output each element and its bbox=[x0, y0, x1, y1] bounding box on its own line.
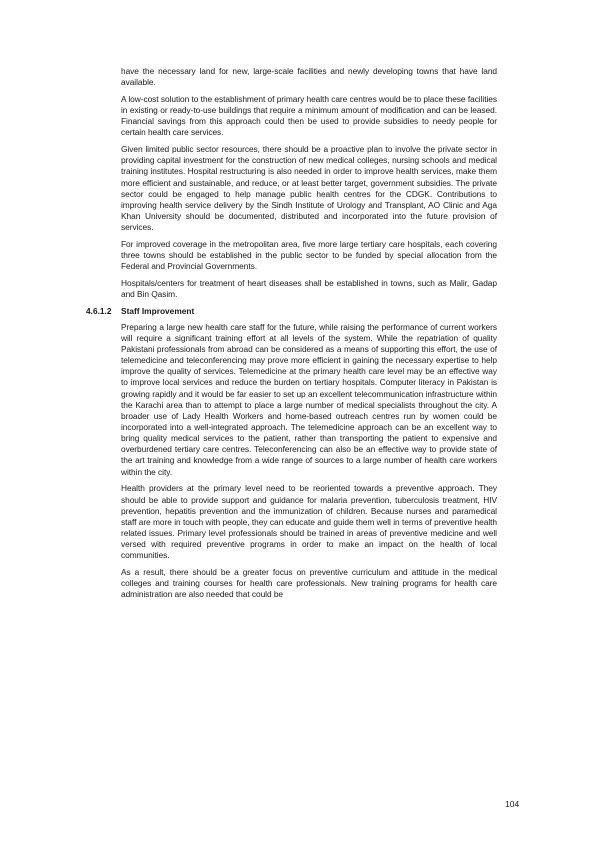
body-text bbox=[86, 66, 497, 606]
paragraph-preventive-approach: Health providers at the primary level need to be reoriented towards a preventive approach. They should be able to provide support and guidance for malaria prevention, tuberculosis treatment, HIV prevention, hepatitis prevention and the immunization of children. Because nurses and paramedical staff are more in touch with people, they can educate and guide them well in terms of preventive health related issues. Primary level professionals should be trained in areas of preventive medicine and well versed with required preventive programs in order to make an impact on the health of local communities. bbox=[121, 483, 497, 561]
page-number: 104 bbox=[505, 799, 520, 809]
paragraph-heart-disease-centres: Hospitals/centers for treatment of heart diseases shall be established in towns, such as Malir, Gadap and Bin Qasim. bbox=[121, 278, 497, 300]
paragraph-staff-training: Preparing a large new health care staff for the future, while raising the performance of current workers will require a significant training effort at all levels of the system. While the repatriation of quality Pakistani professionals from abroad can be considered as a means of supporting this effort, the use of telemedicine and teleconferencing may prove more efficient in gaining the necessary expertise to help improve the quality of services. Telemedicine at the primary health care level may be an effective way to improve local services and reduce the burden on tertiary hospitals. Computer literacy in Pakistan is growing rapidly and it would be far easier to set up an excellent telecommunication infrastructure within the Karachi area than to attempt to place a large number of medical specialists throughout the city. A broader use of Lady Health Workers and home-based outreach centres run by women could be incorporated into a well-integrated approach. The telemedicine approach can be an excellent way to bring quality medical services to the patient, rather than transporting the patient to expensive and overburdened tertiary care centres. Teleconferencing can also be an effective way to provide state of the art training and knowledge from a wide range of sources to a large number of health care workers within the city. bbox=[121, 321, 497, 477]
section-number: 4.6.1.2 bbox=[86, 305, 112, 316]
paragraph-private-sector: Given limited public sector resources, there should be a proactive plan to involve the private sector in providing capital investment for the construction of new medical colleges, nursing schools and medical training institutes. Hospital restructuring is also needed in order to improve health services, make them more efficient and sustainable, and reduce, or at least better target, government subsidies. The private sector could be engaged to help manage public health centres for the CDGK. Contributions to improving health service delivery by the Sindh Institute of Urology and Transplant, AO Clinic and Aga Khan University should be documented, distributed and incorporated into the future provision of services. bbox=[121, 144, 497, 233]
paragraph-low-cost-solution: A low-cost solution to the establishment of primary health care centres would be to place these facilities in existing or ready-to-use buildings that require a minimum amount of modification and can be leased. Financial savings from this approach could then be used to provide subsidies to needy people for certain health care services. bbox=[121, 93, 497, 138]
paragraph-tertiary-hospitals: For improved coverage in the metropolitan area, five more large tertiary care hospitals, each covering three towns should be established in the public sector to be funded by special allocation from the Federal and Provincial Governments. bbox=[121, 238, 497, 272]
section-title: Staff Improvement bbox=[121, 305, 195, 316]
section-heading bbox=[86, 305, 497, 317]
paragraph-land-availability: have the necessary land for new, large-scale facilities and newly developing towns that have land available. bbox=[121, 66, 497, 88]
paragraph-preventive-curriculum: As a result, there should be a greater focus on preventive curriculum and attitude in the medical colleges and training courses for health care professionals. New training programs for health care administration are also needed that could be bbox=[121, 567, 497, 600]
